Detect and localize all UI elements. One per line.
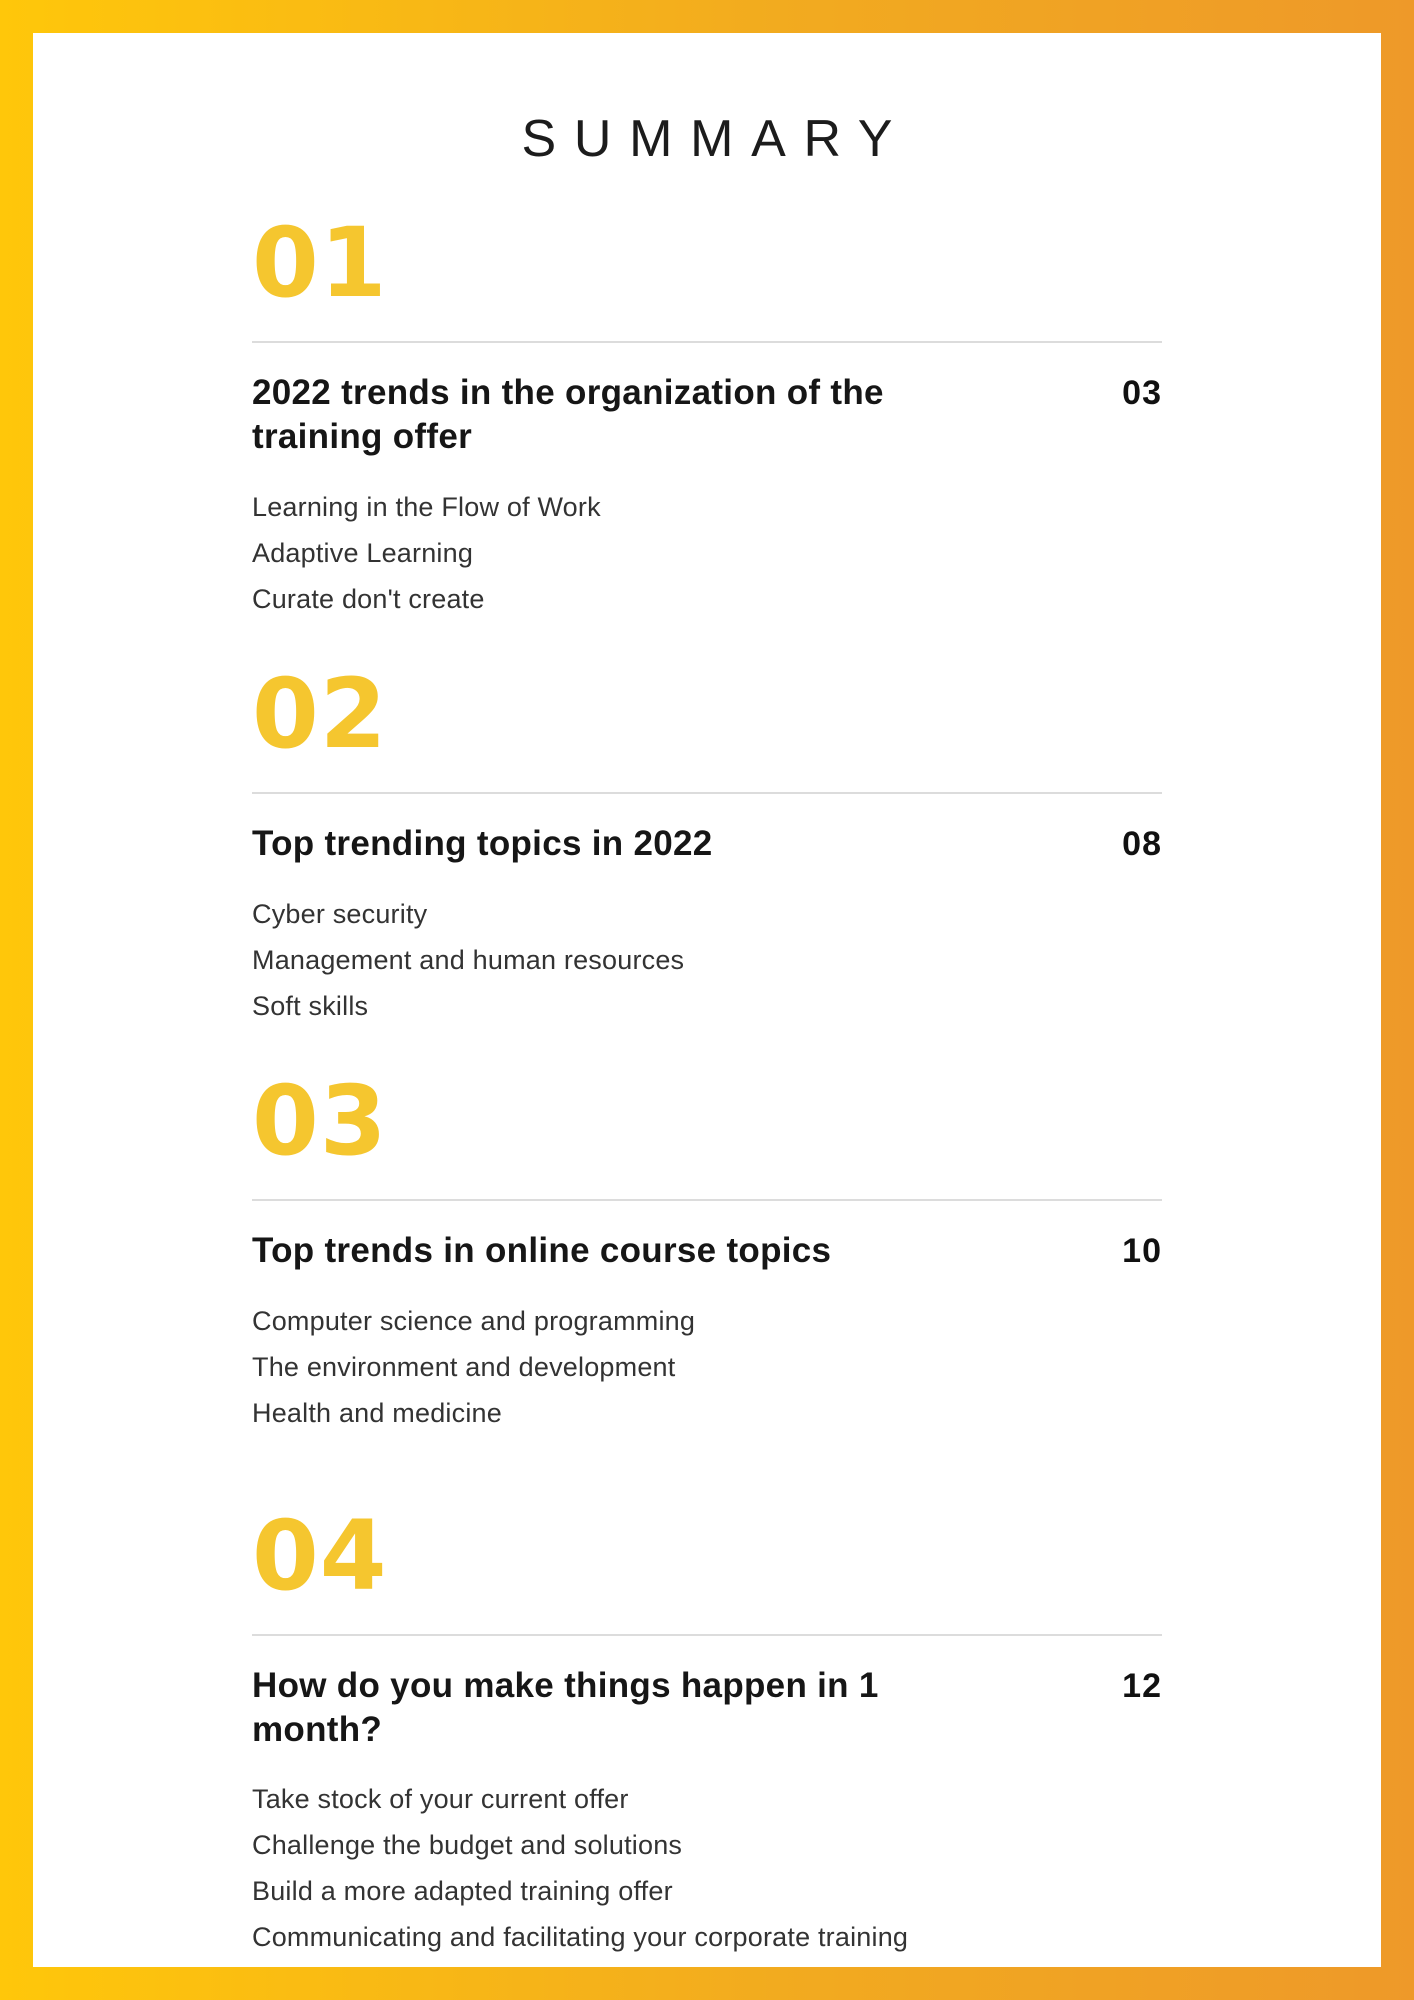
- subtopic-item: Build a more adapted training offer: [252, 1876, 673, 1907]
- section-divider: [252, 1199, 1162, 1201]
- section-subtopics: [252, 1298, 1162, 1436]
- toc-entry[interactable]: [252, 822, 1162, 866]
- section-divider: [252, 792, 1162, 794]
- section-page-number: 08: [1122, 824, 1162, 863]
- toc-section-02: [252, 657, 1162, 1029]
- section-number: 04: [252, 1499, 388, 1612]
- toc-section-04: [252, 1499, 1162, 1961]
- subtopic-item: Challenge the budget and solutions: [252, 1830, 683, 1861]
- section-subtopics: [252, 891, 1162, 1029]
- subtopic-item: Curate don't create: [252, 583, 485, 614]
- toc-section-03: [252, 1064, 1162, 1436]
- section-page-number: 12: [1122, 1666, 1162, 1705]
- subtopic-item: Health and medicine: [252, 1397, 502, 1428]
- subtopic-item: Management and human resources: [252, 944, 685, 975]
- toc-entry[interactable]: [252, 1664, 1162, 1752]
- subtopic-item: The environment and development: [252, 1351, 676, 1382]
- section-heading: How do you make things happen in 1 month?: [252, 1665, 879, 1749]
- section-heading: Top trends in online course topics: [252, 1230, 832, 1270]
- section-divider: [252, 341, 1162, 343]
- section-number: 03: [252, 1064, 388, 1177]
- toc-entry[interactable]: [252, 371, 1162, 459]
- section-page-number: 03: [1122, 374, 1162, 412]
- section-number: 02: [252, 657, 388, 770]
- subtopic-item: Communicating and facilitating your corporate training: [252, 1922, 909, 1953]
- subtopic-item: Take stock of your current offer: [252, 1784, 629, 1815]
- section-subtopics: [252, 1776, 1162, 1960]
- section-subtopics: [252, 484, 1162, 622]
- section-heading: Top trending topics in 2022: [252, 823, 713, 863]
- section-page-number: 10: [1122, 1231, 1162, 1270]
- section-number: 01: [252, 207, 388, 319]
- toc-section-01: [252, 207, 1162, 622]
- subtopic-item: Computer science and programming: [252, 1305, 696, 1336]
- toc-entry[interactable]: [252, 1229, 1162, 1273]
- page-title: SUMMARY: [521, 110, 911, 168]
- section-divider: [252, 1634, 1162, 1636]
- subtopic-item: Learning in the Flow of Work: [252, 491, 601, 522]
- section-heading: 2022 trends in the organization of the training offer: [252, 373, 884, 456]
- summary-page: [33, 33, 1381, 1967]
- subtopic-item: Adaptive Learning: [252, 537, 474, 568]
- subtopic-item: Cyber security: [252, 898, 428, 929]
- subtopic-item: Soft skills: [252, 990, 369, 1021]
